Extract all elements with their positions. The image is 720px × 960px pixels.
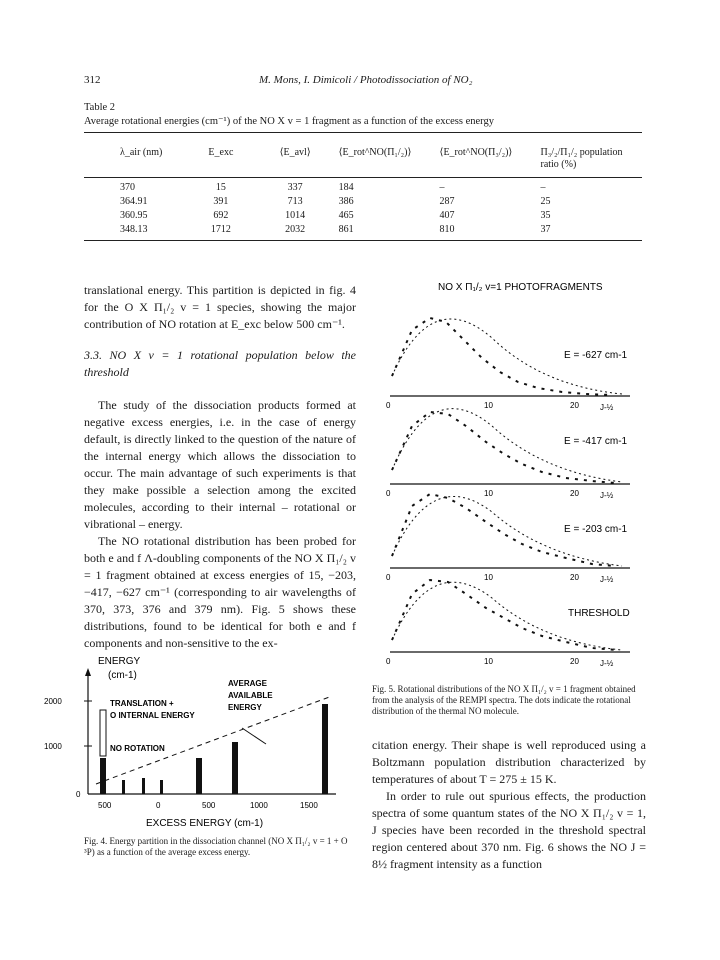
table-header-cell: λ_air (nm)	[120, 147, 163, 158]
fig5-xtick: 10	[484, 657, 493, 666]
table-cell: 692	[213, 210, 229, 221]
table-caption-text: Average rotational energies (cm⁻¹) of the NO X v = 1 fragment as a function of the excess energy	[84, 116, 494, 127]
paragraph: translational energy. This partition is depicted in fig. 4 for the O X Π₁/₂ v = 1 species, showing the major contribution of NO rotation at E_exc below 500 cm⁻¹.	[84, 283, 356, 331]
table-cell: 287	[439, 196, 455, 207]
fig4-xtick: 500	[98, 801, 112, 810]
fig4-legend-avg: AVERAGE	[228, 679, 267, 688]
data-table	[84, 132, 642, 241]
fig5-title: NO X Π₁/₂ v=1 PHOTOFRAGMENTS	[438, 282, 603, 293]
fig4-xlabel: EXCESS ENERGY (cm-1)	[146, 818, 264, 829]
fig5-xtick: 10	[484, 489, 493, 498]
table-header-cell: E_exc	[208, 147, 234, 158]
table-caption	[84, 101, 644, 129]
fig4-ytick: 0	[76, 790, 81, 799]
fig4-legend-translation-2: O INTERNAL ENERGY	[110, 711, 195, 720]
paragraph: The study of the dissociation products formed at negative excess energies, i.e. in the case of energy default, is directly linked to the question of the nature of the internal energy which allows the dissociation to occur. The main advantage of such experiments is that they make possible a selection among the excited molecules, according to their internal – rotational or vibrational – energy.	[84, 398, 356, 531]
fig5-caption: Fig. 5. Rotational distributions of the NO X Π₁/₂ v = 1 fragment obtained from the analysis of the REMPI spectra. The dots indicate the rotational distribution of the thermal NO molecule.	[372, 684, 636, 716]
table-cell: 386	[338, 196, 354, 207]
fig4-bar	[322, 704, 328, 794]
fig4-bar	[232, 742, 238, 794]
running-title: M. Mons, I. Dimicoli / Photodissociation of NO₂	[259, 74, 473, 86]
arrow-up-icon	[85, 668, 91, 676]
table-row	[84, 223, 642, 241]
fig4-ytick: 1000	[44, 742, 62, 751]
table-header-cell: ⟨E_avl⟩	[279, 147, 311, 158]
fig5-panel-label: E = -627 cm-1	[564, 350, 628, 361]
fig5-xtick: 20	[570, 657, 579, 666]
fig5-xtick: 0	[386, 657, 391, 666]
fig4-xtick: 500	[202, 801, 216, 810]
fig5-xunit: J-½	[600, 491, 614, 500]
fig4-legend-avg-2: AVAILABLE	[228, 691, 273, 700]
fig4-pointer-line	[242, 728, 266, 744]
fig4-legend-translation: TRANSLATION +	[110, 699, 174, 708]
fig4-ytick: 2000	[44, 697, 62, 706]
left-column-text	[84, 282, 356, 652]
fig4-bar-legend	[100, 710, 106, 756]
fig5-xtick: 0	[386, 489, 391, 498]
fig4-legend-rotation: NO ROTATION	[110, 744, 165, 753]
fig5-xunit: J-½	[600, 403, 614, 412]
table-cell: 15	[215, 182, 226, 193]
table-cell: –	[540, 182, 546, 193]
table-header-cell: Π₃/₂/Π₁/₂ population ratio (%)	[540, 147, 623, 170]
fig4-bar	[100, 758, 106, 794]
fig5-xtick: 10	[484, 401, 493, 410]
table-label: Table 2	[84, 102, 116, 113]
table-cell: 407	[439, 210, 455, 221]
table-cell: 465	[338, 210, 354, 221]
table-row	[84, 195, 642, 209]
table-cell: 1712	[210, 224, 231, 235]
fig4-bar	[196, 758, 202, 794]
fig4-legend-avg-3: ENERGY	[228, 703, 262, 712]
fig4-ylabel: ENERGY	[98, 656, 141, 667]
fig4-xtick: 1500	[300, 801, 318, 810]
table-header-cell: ⟨E_rot^NO(Π₁/₂)⟩	[338, 147, 412, 158]
fig5-xtick: 10	[484, 573, 493, 582]
fig4-available-energy-line	[96, 696, 332, 784]
fig5-chart	[372, 276, 652, 674]
fig5-xtick: 20	[570, 489, 579, 498]
table-cell: 364.91	[120, 196, 148, 207]
table-cell: 391	[213, 196, 229, 207]
fig5-xtick: 20	[570, 401, 579, 410]
table-cell: 861	[338, 224, 354, 235]
fig5-data-points	[392, 412, 616, 483]
table-header-cell: ⟨E_rot^NO(Π₃/₂)⟩	[439, 147, 513, 158]
fig5-panel-label: THRESHOLD	[568, 608, 630, 619]
table-header-row	[84, 133, 642, 178]
fig4-ylabel-unit: (cm-1)	[108, 670, 137, 681]
table-cell: 2032	[285, 224, 306, 235]
section-heading: 3.3. NO X v = 1 rotational population below the threshold	[84, 348, 356, 379]
table-cell: 810	[439, 224, 455, 235]
table-cell: 1014	[285, 210, 306, 221]
table-cell: –	[439, 182, 445, 193]
fig5-xtick: 0	[386, 401, 391, 410]
table-row	[84, 178, 642, 196]
table-cell: 348.13	[120, 224, 148, 235]
table-cell: 35	[540, 210, 551, 221]
table-cell: 337	[287, 182, 303, 193]
fig5-xunit: J-½	[600, 659, 614, 668]
fig5-panel-label: E = -417 cm-1	[564, 436, 628, 447]
table-cell: 370	[120, 182, 135, 193]
table-cell: 184	[338, 182, 354, 193]
fig5-xtick: 20	[570, 573, 579, 582]
fig4-chart	[36, 652, 366, 832]
table-cell: 25	[540, 196, 551, 207]
fig4-bar	[142, 778, 145, 794]
fig5-panel-label: E = -203 cm-1	[564, 524, 628, 535]
paragraph: In order to rule out spurious effects, the production spectra of some quantum states of the NO X Π₁/₂ v = 1, J species have been recorded in the threshold spectral region centered about 370 nm. Fig. 6 shows the NO J = 8½ fragment intensity as a function	[372, 789, 646, 871]
fig4-xtick: 1000	[250, 801, 268, 810]
fig4-xtick: 0	[156, 801, 161, 810]
fig4-bar	[160, 780, 163, 794]
paragraph: The NO rotational distribution has been probed for both e and f Λ-doubling components of the NO X Π₁/₂ v = 1 fragment obtained at excess energies of 15, −203, −417, −627 cm⁻¹ (corresponding to air wavelengths of 370, 373, 376 and 379 nm). Fig. 5 shows these distributions, found to be identical for both e and f components and non-sensitive to the ex-	[84, 534, 356, 650]
paragraph: citation energy. Their shape is well reproduced using a Boltzmann population distribution characterized by temperatures of about T = 275 ± 15 K.	[372, 738, 646, 786]
table-cell: 360.95	[120, 210, 148, 221]
page-number: 312	[84, 74, 101, 86]
table-row	[84, 209, 642, 223]
fig4-bar	[122, 780, 125, 794]
right-column-text	[372, 737, 646, 873]
fig5-xtick: 0	[386, 573, 391, 582]
fig4-caption: Fig. 4. Energy partition in the dissociation channel (NO X Π₁/₂ v = 1 + O ³P) as a function of the average excess energy.	[84, 836, 348, 857]
table-cell: 37	[540, 224, 551, 235]
table-cell: 713	[287, 196, 303, 207]
fig5-xunit: J-½	[600, 575, 614, 584]
